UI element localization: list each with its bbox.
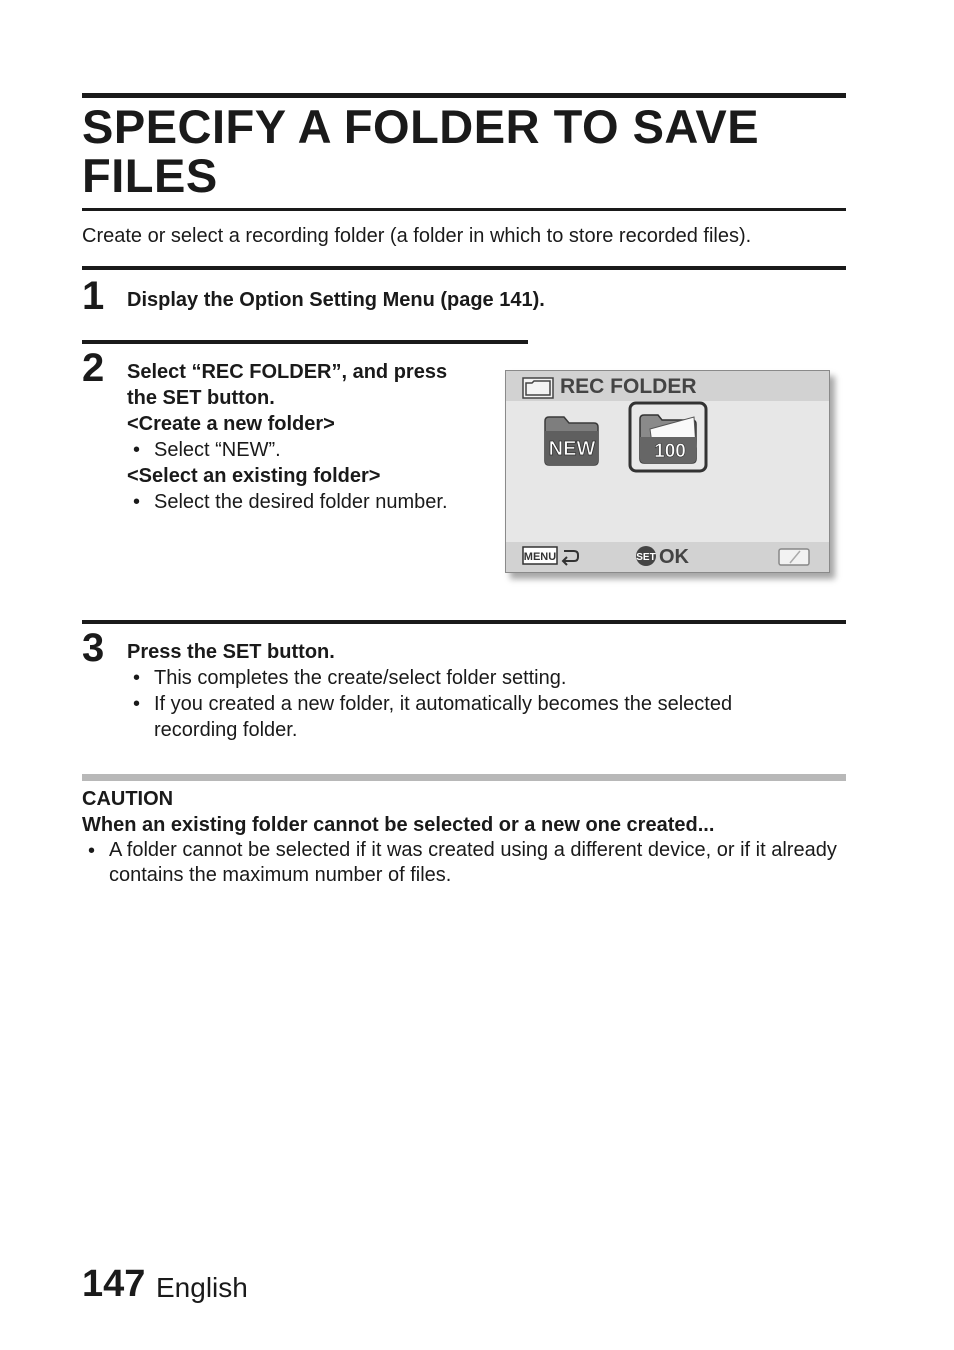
page-language: English <box>156 1272 248 1303</box>
step-3-bullet-2-line-1: If you created a new folder, it automatically becomes the selected <box>154 693 733 715</box>
title-rule <box>82 208 846 211</box>
step-2-rule <box>82 340 528 344</box>
select-folder-bullet: Select the desired folder number. <box>154 491 448 513</box>
ok-label: OK <box>659 546 689 568</box>
step-3-heading: Press the SET button. <box>127 641 335 663</box>
step-2-heading-line-1: Select “REC FOLDER”, and press <box>127 361 448 383</box>
folder-icon <box>522 377 554 399</box>
page-title: SPECIFY A FOLDER TO SAVE FILES <box>82 100 760 202</box>
folder-100-icon[interactable] <box>628 401 708 473</box>
new-folder-label: NEW <box>548 438 596 460</box>
set-label: SET <box>636 552 656 563</box>
step-2-heading-line-2: the SET button. <box>127 387 275 409</box>
intro-text: Create or select a recording folder (a folder in which to store recorded files). <box>82 225 752 247</box>
top-rule <box>82 93 846 98</box>
screen-footer <box>506 542 829 572</box>
step-1-heading: Display the Option Setting Menu (page 141). <box>127 289 545 311</box>
caution-subtitle: When an existing folder cannot be selected or a new one created... <box>82 814 715 836</box>
folder-100-label: 100 <box>654 441 686 462</box>
screen-title: REC FOLDER <box>560 375 697 398</box>
step-1-number: 1 <box>82 274 105 318</box>
bullet: • <box>133 439 141 461</box>
step-3-bullet-2-line-2: recording folder. <box>154 719 298 741</box>
bullet: • <box>133 667 141 689</box>
step-3-number: 3 <box>82 626 105 670</box>
caution-text: A folder cannot be selected if it was created using a different device, or if it already contains the maximum number of files. <box>109 839 837 886</box>
screen-header <box>506 371 829 401</box>
caution-title: CAUTION <box>82 788 174 810</box>
step-2-number: 2 <box>82 346 105 390</box>
menu-label: MENU <box>523 551 557 563</box>
step-3-bullet-1: This completes the create/select folder setting. <box>154 667 567 689</box>
new-folder-icon[interactable] <box>542 411 602 467</box>
set-button-icon[interactable] <box>634 544 658 568</box>
camera-screen <box>505 370 830 573</box>
page-number: 147 <box>82 1263 146 1305</box>
caution-rule <box>82 774 846 781</box>
caution-bullet-icon: • <box>88 840 96 862</box>
select-folder-heading: <Select an existing folder> <box>127 465 381 487</box>
step-1-rule <box>82 266 846 270</box>
menu-back-icon[interactable] <box>522 545 582 567</box>
create-folder-bullet: Select “NEW”. <box>154 439 281 461</box>
create-folder-heading: <Create a new folder> <box>127 413 335 435</box>
bullet: • <box>133 491 141 513</box>
battery-icon <box>778 547 812 567</box>
bullet: • <box>133 693 141 715</box>
step-3-rule <box>82 620 846 624</box>
